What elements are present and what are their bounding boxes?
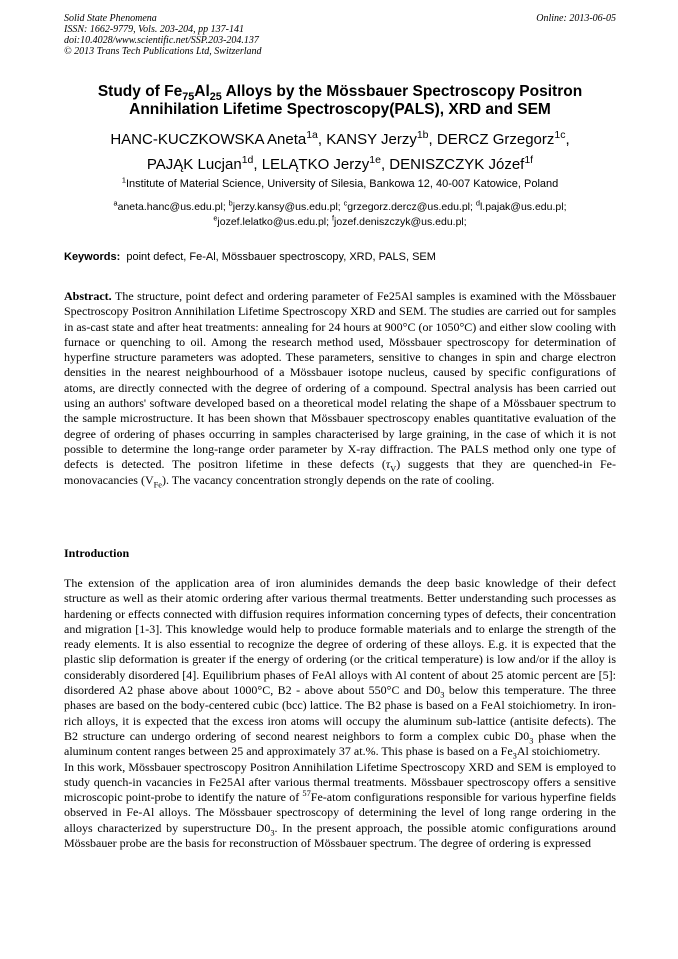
author: PAJĄK Lucjan$^{1d}$, — [146, 154, 262, 173]
copyright-line: © 2013 Trans Tech Publications Ltd, Switzerland — [64, 46, 262, 57]
email[interactable]: $^b$jerzy.kansy@us.edu.pl; — [228, 198, 344, 213]
tau-symbol: τ — [385, 457, 391, 472]
title-part: Alloys by the Mössbauer Spectroscopy Positron Annihilation Lifetime Spectroscopy(PALS), XRD and SEM — [129, 83, 583, 118]
email[interactable]: $^c$grzegorz.dercz@us.edu.pl; — [343, 198, 476, 213]
online-date: Online: 2013-06-05 — [536, 13, 616, 24]
issn-line: ISSN: 1662-9779, Vols. 203-204, pp 137-141 — [64, 24, 244, 35]
email[interactable]: $^e$jozef.lelatko@us.edu.pl; — [213, 213, 332, 228]
author: LELĄTKO Jerzy$^{1e}$, — [261, 154, 390, 173]
email[interactable]: $^f$jozef.deniszczyk@us.edu.pl; — [331, 213, 467, 228]
affiliation-text: Institute of Material Science, University of Silesia, Bankowa 12, 40-007 Katowice, Poland — [125, 178, 559, 190]
title-subscript: 25 — [209, 91, 222, 104]
keywords-text: point defect, Fe-Al, Mössbauer spectroscopy, XRD, PALS, SEM — [126, 251, 436, 263]
paragraph: In this work, Mössbauer spectroscopy Positron Annihilation Lifetime Spectroscopy XRD and SEM is employed to study quench-in vacancies in Fe25Al after various thermal treatments. Mössbauer spectroscopy offers a sensitive microscopic point-probe to identify the nature of $^{57}$Fe-atom configurations responsible for various hyperfine fields observed in Fe-Al alloys. The Mössbauer spectroscopy of determining the level of long range ordering in the alloys characterized by superstructure $D0_3$. In the present approach, the possible atomic configurations around Mössbauer probe are the basis for reconstruction of Mössbauer spectrum. The degree of ordering is expressed — [64, 759, 616, 851]
abstract-text: The structure, point defect and ordering parameter of Fe25Al samples is examined with the Mössbauer Spectroscopy Positron Annihilation Lifetime Spectroscopy XRD and SEM. The studies are carried out for samples in as-cast state and after heat treatments: annealing for 24 hours at 900°C (or 1050°C) and either slow cooling with furnace or quenching to oil. Among the research method used, Mössbauer spectroscopy for determination of hyperfine structure parameters was adopted. These parameters, sensitive to changes in spin and charge electron densities in the nearest neighbourhood of a Mössbauer isotope nucleus, caused by specific configurations of atoms, are directly connected with the degree of ordering of a compound. Spectral analysis has been carried out using an authors' software developed based on a theoretical model relating the shape of a Mössbauer spectrum to the sample microstructure. It has been shown that Mössbauer spectroscopy enables quantitative evaluation of the degree of ordering of phases occurring in samples characterised by large graining, in the case of which it is not possible to determine the long-range order parameter by X-ray diffraction. The PALS method only one type of defects is detected. The positron lifetime in these defects ( — [64, 289, 616, 472]
email[interactable]: $^d$l.pajak@us.edu.pl; — [475, 198, 567, 213]
email[interactable]: $^a$aneta.hanc@us.edu.pl; — [113, 198, 229, 213]
keywords-label: Keywords: — [64, 251, 121, 263]
author: DERCZ Grzegorz$^{1c}$, — [436, 129, 570, 148]
tau-subscript: V — [390, 464, 397, 474]
title-part: Al — [194, 83, 210, 100]
journal-header — [64, 13, 616, 57]
author: DENISZCZYK Józef$^{1f}$ — [389, 154, 534, 173]
email-list — [64, 200, 616, 230]
title-part: Study of Fe — [97, 83, 183, 100]
affiliation — [64, 175, 616, 191]
section-heading-introduction: Introduction — [64, 546, 130, 560]
author: KANSY Jerzy$^{1b}$, — [326, 129, 437, 148]
journal-name: Solid State Phenomena — [64, 13, 157, 24]
abstract-text: ). The vacancy concentration strongly depends on the rate of cooling. — [162, 472, 495, 487]
keywords — [64, 251, 616, 264]
introduction-body — [64, 576, 616, 851]
author-list — [64, 127, 616, 177]
paragraph: The extension of the application area of iron aluminides demands the deep basic knowledge of their defect structure as well as their atomic ordering after various thermal treatments. Better understanding such processes as hardening or effects connected with diffusion requires information concerning types of defects, their concentration and migration [1-3]. This knowledge would help to produce formable materials and to enlarge the strength of the ready elements. It is also essential to recognize the degree of ordering of these alloys. E.g. it is expected that the plastic slip deformation is greater if the energy of ordering (or the critical temperature) is low and/or if the alloy is considerably disordered [4]. Equilibrium phases of FeAl alloys with Al content of about 25 atomic percent are [5]: disordered A2 phase above about 1000°C, B2 - above about 550°C and $D0_3$ below this temperature. The three phases are based on the body-centered cubic (bcc) lattice. The B2 phase is based on a FeAl stoichiometry. In iron-rich alloys, it is expected that the excess iron atoms will occupy the aluminum sub-lattice (antisite defects). The B2 structure can undergo ordering of second nearest neighbors to form a complex cubic $D0_3$ phase when the aluminum content ranges between 25 and approximately 37 at.%. This phase is based on a $Fe_3Al$ stoichiometry. — [64, 576, 616, 761]
paper-title — [64, 83, 616, 119]
doi-line[interactable]: doi:10.4028/www.scientific.net/SSP.203-204.137 — [64, 35, 259, 46]
abstract-text: ) suggests that they are quenched-in Fe-monovacancies (V — [64, 457, 616, 487]
author: HANC-KUCZKOWSKA Aneta$^{1a}$, — [110, 129, 327, 148]
affiliation-marker: 1 — [121, 175, 126, 185]
abstract — [64, 289, 616, 488]
abstract-label: Abstract. — [64, 289, 112, 303]
vacancy-subscript: Fe — [153, 479, 163, 489]
title-subscript: 75 — [182, 91, 195, 104]
